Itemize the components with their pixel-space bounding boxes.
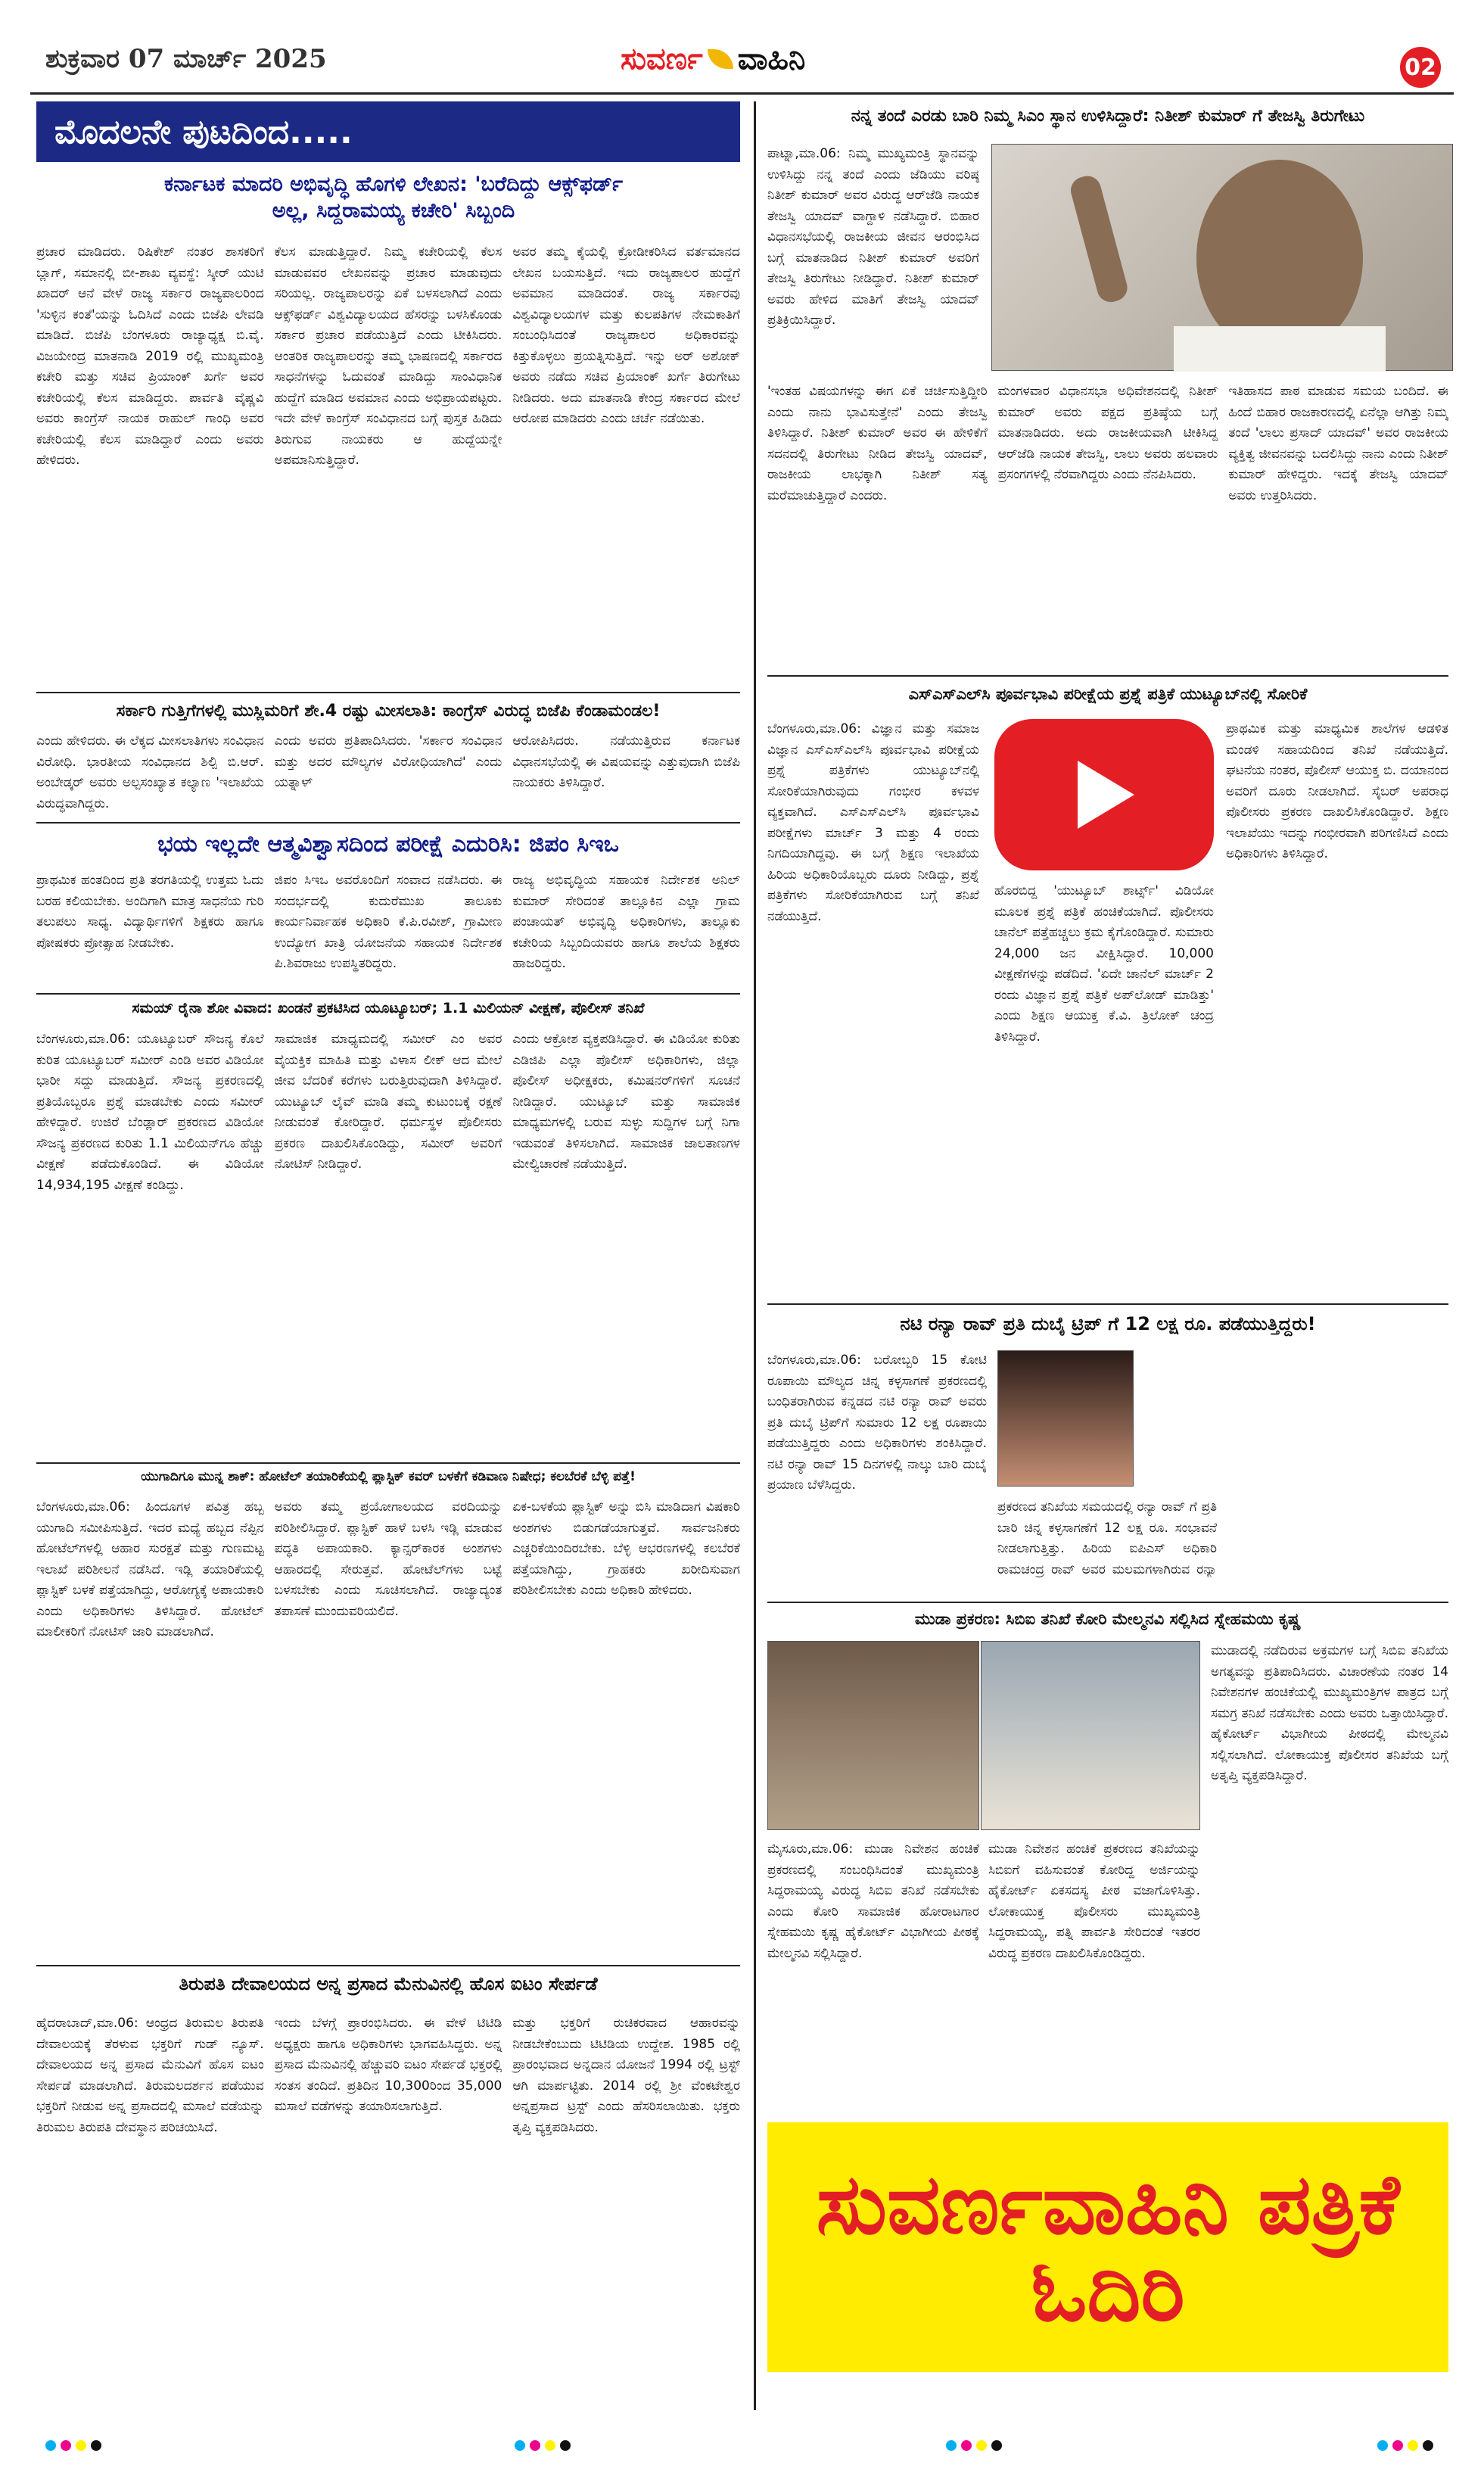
person-photo-icon	[992, 145, 1454, 372]
article-body	[988, 1839, 1200, 2097]
article-divider	[36, 822, 740, 823]
article-headline: ಕರ್ನಾಟಕ ಮಾದರಿ ಅಭಿವೃದ್ಧಿ ಹೊಗಳಿ ಲೇಖನ: 'ಬರೆದಿದ್ದು ಆಕ್ಸ್‌ಫರ್ಡ್ ಅಲ್ಲ, ಸಿದ್ದರಾಮಯ್ಯ ಕಚೇರಿ' ಸಿಬ್ಬಂದಿ	[163, 173, 624, 223]
section-banner: ಮೊದಲನೇ ಪುಟದಿಂದ.....	[36, 101, 740, 162]
article-body	[1226, 719, 1448, 1294]
youtube-logo-icon	[994, 719, 1214, 870]
article-column: ಬೆಂಗಳೂರು,ಮಾ.06: ವಿಜ್ಞಾನ ಮತ್ತು ಸಮಾಜ ವಿಜ್ಞಾನ ಎಸ್ಎಸ್ಎಲ್‌ಸಿ ಪೂರ್ವಭಾವಿ ಪರೀಕ್ಷೆಯ ಪ್ರಶ್ನೆ ಪತ್ರಿಕೆಗಳು ಯುಟ್ಯೂಬ್‌ನಲ್ಲಿ ಸೋರಿಕೆಯಾಗಿರುವುದು ಗಂಭೀರ ಕಳವಳ ವ್ಯಕ್ತವಾಗಿದೆ. ಎಸ್ಎಸ್ಎಲ್‌ಸಿ ಪೂರ್ವಭಾವಿ ಪರೀಕ್ಷೆಗಳು ಮಾರ್ಚ್ 3 ಮತ್ತು 4 ರಂದು ನಿಗದಿಯಾಗಿದ್ದವು. ಈ ಬಗ್ಗೆ ಶಿಕ್ಷಣ ಇಲಾಖೆಯ ಹಿರಿಯ ಅಧಿಕಾರಿಯೊಬ್ಬರು ದೂರು ನೀಡಿದ್ದು, ಪ್ರಶ್ನೆ ಪತ್ರಿಕೆಗಳು ಸೋರಿಕೆಯಾಗಿರುವ ಬಗ್ಗೆ ತನಿಖೆ ನಡೆಯುತ್ತಿದೆ.	[767, 721, 979, 924]
article-column: ಆರೋಪಿಸಿದರು. ನಡೆಯುತ್ತಿರುವ ಕರ್ನಾಟಕ ವಿಧಾನಸಭೆಯಲ್ಲಿ ಈ ವಿಷಯವನ್ನು ಎತ್ತುವುದಾಗಿ ಬಿಜೆಪಿ ನಾಯಕರು ತಿಳಿಸಿದ್ದಾರೆ.	[512, 733, 740, 791]
article-column: ಬೆಂಗಳೂರು,ಮಾ.06: ಬರೋಬ್ಬರಿ 15 ಕೋಟಿ ರೂಪಾಯಿ ಮೌಲ್ಯದ ಚಿನ್ನ ಕಳ್ಳಸಾಗಣೆ ಪ್ರಕರಣದಲ್ಲಿ ಬಂಧಿತರಾಗಿರುವ ಕನ್ನಡದ ನಟಿ ರನ್ಯಾ ರಾವ್ ಅವರು ಪ್ರತಿ ದುಬೈ ಟ್ರಿಪ್‌ಗೆ ಸುಮಾರು 12 ಲಕ್ಷ ರೂಪಾಯಿ ಪಡೆಯುತ್ತಿದ್ದರು ಎಂದು ಅಧಿಕಾರಿಗಳು ಶಂಕಿಸಿದ್ದಾರೆ. ನಟಿ ರನ್ಯಾ ರಾವ್ 15 ದಿನಗಳಲ್ಲಿ ನಾಲ್ಕು ಬಾರಿ ದುಬೈ ಪ್ರಯಾಣ ಬೆಳೆಸಿದ್ದರು.	[767, 1353, 987, 1493]
article-divider	[36, 1462, 740, 1464]
advertisement: ಸುವರ್ಣವಾಹಿನಿ ಪತ್ರಿಕೆ ಓದಿರಿ	[767, 2122, 1448, 2372]
article-column: ರಾಜ್ಯ ಅಭಿವೃದ್ಧಿಯ ಸಹಾಯಕ ನಿರ್ದೇಶಕ ಅನಿಲ್ ಕುಮಾರ್ ಸೇರಿದಂತೆ ತಾಲ್ಲೂಕಿನ ಎಲ್ಲಾ ಗ್ರಾಮ ಪಂಚಾಯತ್ ಅಭಿವೃದ್ಧಿ ಅಧಿಕಾರಿಗಳು, ತಾಲ್ಲೂಕು ಕಚೇರಿಯ ಸಿಬ್ಬಂದಿಯವರು ಹಾಗೂ ಶಾಲೆಯ ಶಿಕ್ಷಕರು ಹಾಜರಿದ್ದರು.	[512, 873, 740, 972]
article-column: ಪ್ರಾಥಮಿಕ ಮತ್ತು ಮಾಧ್ಯಮಿಕ ಶಾಲೆಗಳ ಆಡಳಿತ ಮಂಡಳಿ ಸಹಾಯದಿಂದ ತನಿಖೆ ನಡೆಯುತ್ತಿದೆ. ಘಟನೆಯ ನಂತರ, ಪೊಲೀಸ್ ಆಯುಕ್ತ ಬಿ. ದಯಾನಂದ ಅವರಿಗೆ ದೂರು ನೀಡಲಾಗಿದೆ. ಸೈಬರ್ ಅಪರಾಧ ಪೊಲೀಸರು ಪ್ರಕರಣ ದಾಖಲಿಸಿಕೊಂಡಿದ್ದಾರೆ. ಶಿಕ್ಷಣ ಇಲಾಖೆಯು ಇದನ್ನು ಗಂಭೀರವಾಗಿ ಪರಿಗಣಿಸಿದೆ ಎಂದು ಅಧಿಕಾರಿಗಳು ತಿಳಿಸಿದ್ದಾರೆ.	[1226, 721, 1448, 862]
article-headline: ಎಸ್ಎಸ್ಎಲ್‌ಸಿ ಪೂರ್ವಭಾವಿ ಪರೀಕ್ಷೆಯ ಪ್ರಶ್ನೆ ಪತ್ರಿಕೆ ಯುಟ್ಯೂಬ್‌ನಲ್ಲಿ ಸೋರಿಕೆ	[908, 685, 1308, 703]
article-column: ಜಿಪಂ ಸಿಇಒ ಅವರೊಂದಿಗೆ ಸಂವಾದ ನಡೆಸಿದರು. ಈ ಸಂದರ್ಭದಲ್ಲಿ ಕುದುರೆಮುಖ ತಾಲೂಕು ಕಾರ್ಯನಿರ್ವಾಹಕ ಅಧಿಕಾರಿ ಕೆ.ಪಿ.ರವೀಶ್, ಗ್ರಾಮೀಣ ಉದ್ಯೋಗ ಖಾತ್ರಿ ಯೋಜನೆಯ ಸಹಾಯಕ ನಿರ್ದೇಶಕ ಪಿ.ಶಿವರಾಜು ಉಪಸ್ಥಿತರಿದ್ದರು.	[274, 873, 502, 972]
issue-date: ಶುಕ್ರವಾರ 07 ಮಾರ್ಚ್ 2025	[45, 44, 327, 74]
article-column: ಎಂದು ಆಕ್ರೋಶ ವ್ಯಕ್ತಪಡಿಸಿದ್ದಾರೆ. ಈ ವಿಡಿಯೋ ಕುರಿತು ಎಡಿಜಿಪಿ ಎಲ್ಲಾ ಪೊಲೀಸ್ ಅಧಿಕಾರಿಗಳು, ಜಿಲ್ಲಾ ಪೊಲೀಸ್ ಅಧೀಕ್ಷಕರು, ಕಮಿಷನರ್‌ಗಳಿಗೆ ಸೂಚನೆ ನೀಡಿದ್ದಾರೆ. ಯುಟ್ಯೂಬ್ ಮತ್ತು ಸಾಮಾಜಿಕ ಮಾಧ್ಯಮಗಳಲ್ಲಿ ಬರುವ ಸುಳ್ಳು ಸುದ್ದಿಗಳ ಬಗ್ಗೆ ನಿಗಾ ಇಡುವಂತೆ ತಿಳಿಸಲಾಗಿದೆ. ಸಾಮಾಜಿಕ ಜಾಲತಾಣಗಳ ಮೇಲ್ವಿಚಾರಣೆ ನಡೆಯುತ್ತಿದೆ.	[512, 1032, 740, 1172]
article-column: ಪಾಟ್ನಾ,ಮಾ.06: ನಿಮ್ಮ ಮುಖ್ಯಮಂತ್ರಿ ಸ್ಥಾನವನ್ನು ಉಳಿಸಿದ್ದು ನನ್ನ ತಂದೆ ಎಂದು ಜೆಡಿಯು ವರಿಷ್ಠ ನಿತೀಶ್ ಕುಮಾರ್ ಅವರ ವಿರುದ್ಧ ಆರ್‌ಜೆಡಿ ನಾಯಕ ತೇಜಸ್ವಿ ಯಾದವ್ ವಾಗ್ದಾಳಿ ನಡೆಸಿದ್ದಾರೆ. ಬಿಹಾರ ವಿಧಾನಸಭೆಯಲ್ಲಿ ರಾಜಕೀಯ ಜೀವನ ಆರಂಭಿಸಿದ ಬಗ್ಗೆ ಮಾತನಾಡಿದ ನಿತೀಶ್ ಕುಮಾರ್ ಅವರಿಗೆ ತೇಜಸ್ವಿ ತಿರುಗೇಟು ನೀಡಿದ್ದಾರೆ. ನಿತೀಶ್ ಕುಮಾರ್ ಅವರು ಹೇಳಿದ ಮಾತಿಗೆ ತೇಜಸ್ವಿ ಯಾದವ್ ಪ್ರತಿಕ್ರಿಯಿಸಿದ್ದಾರೆ.	[767, 146, 979, 328]
nitish-kumar-photo	[991, 144, 1453, 371]
article-divider	[767, 675, 1448, 677]
article-body	[36, 731, 740, 816]
article-column: ಹೊರಬಿದ್ದ 'ಯುಟ್ಯೂಬ್ ಶಾರ್ಟ್ಸ್' ವಿಡಿಯೋ ಮೂಲಕ ಪ್ರಶ್ನೆ ಪತ್ರಿಕೆ ಹಂಚಿಕೆಯಾಗಿದೆ. ಪೊಲೀಸರು ಚಾನೆಲ್ ಪತ್ತೆಹಚ್ಚಲು ಕ್ರಮ ಕೈಗೊಂಡಿದ್ದಾರೆ. ಸುಮಾರು 24,000 ಜನ ವೀಕ್ಷಿಸಿದ್ದಾರೆ. 10,000 ವೀಕ್ಷಣೆಗಳನ್ನು ಪಡೆದಿದೆ. 'ಏದೇ ಚಾನೆಲ್ ಮಾರ್ಚ್ 2 ರಂದು ವಿಜ್ಞಾನ ಪ್ರಶ್ನೆ ಪತ್ರಿಕೆ ಅಪ್‌ಲೋಡ್ ಮಾಡಿತ್ತು' ಎಂದು ಶಿಕ್ಷಣ ಆಯುಕ್ತ ಕೆ.ವಿ. ತ್ರಿಲೋಕ್ ಚಂದ್ರ ತಿಳಿಸಿದ್ದಾರೆ.	[994, 883, 1214, 1045]
article-body	[767, 144, 979, 371]
article-body	[36, 870, 740, 990]
article-divider	[36, 1965, 740, 1966]
article-body	[767, 719, 979, 1294]
article-body	[767, 1839, 979, 2097]
article-body	[997, 1497, 1217, 1577]
article-column: ಇತಿಹಾಸದ ಪಾಠ ಮಾಡುವ ಸಮಯ ಬಂದಿದೆ. ಈ ಹಿಂದೆ ಬಿಹಾರ ರಾಜಕಾರಣದಲ್ಲಿ ಏನೆಲ್ಲಾ ಆಗಿತ್ತು ನಿಮ್ಮ ತಂದೆ 'ಲಾಲು ಪ್ರಸಾದ್ ಯಾದವ್' ಅವರ ರಾಜಕೀಯ ವ್ಯಕ್ತಿತ್ವ ಜೀವನವನ್ನು ಬದಲಿಸಿದ್ದು ನಾನು ಎಂದು ನಿತೀಶ್ ಕುಮಾರ್ ಹೇಳಿದ್ದರು. ಇದಕ್ಕೆ ತೇಜಸ್ವಿ ಯಾದವ್ ಅವರು ಉತ್ತರಿಸಿದರು.	[1228, 384, 1448, 503]
article-column: ಎಂದು ಅವರು ಪ್ರತಿಪಾದಿಸಿದರು. 'ಸರ್ಕಾರ ಸಂವಿಧಾನ ಮತ್ತು ಅದರ ಮೌಲ್ಯಗಳ ವಿರೋಧಿಯಾಗಿದೆ' ಎಂದು ಯತ್ನಾಳ್	[274, 733, 502, 791]
masthead-right: ವಾಹಿನಿ	[737, 41, 806, 76]
header-rule	[30, 92, 1454, 95]
article-column: ಮಂಗಳವಾರ ವಿಧಾನಸಭಾ ಅಧಿವೇಶನದಲ್ಲಿ ನಿತೀಶ್ ಕುಮಾರ್ ಅವರು ಪಕ್ಷದ ಪ್ರತಿಷ್ಠೆಯ ಬಗ್ಗೆ ಮಾತನಾಡಿದರು. ಅದು ರಾಜಕೀಯವಾಗಿ ಟೀಕಿಸಿದ್ದ ಆರ್‌ಜೆಡಿ ನಾಯಕ ತೇಜಸ್ವಿ, ಲಾಲು ಅವರು ಹಲವಾರು ಪ್ರಸಂಗಗಳಲ್ಲಿ ನೆರವಾಗಿದ್ದರು ಎಂದು ನೆನಪಿಸಿದರು.	[997, 384, 1218, 483]
article-body	[36, 1029, 740, 1453]
article-divider	[36, 692, 740, 693]
registration-marks-center-right	[946, 2440, 1002, 2451]
article-headline: ಮುಡಾ ಪ್ರಕರಣ: ಸಿಬಿಐ ತನಿಖೆ ಕೋರಿ ಮೇಲ್ಮನವಿ ಸಲ್ಲಿಸಿದ ಸ್ನೇಹಮಯಿ ಕೃಷ್ಣ	[914, 1610, 1302, 1628]
article-column: ಬೆಂಗಳೂರು,ಮಾ.06: ಹಿಂದೂಗಳ ಪವಿತ್ರ ಹಬ್ಬ ಯುಗಾದಿ ಸಮೀಪಿಸುತ್ತಿದೆ. ಇದರ ಮಧ್ಯೆ ಹಬ್ಬದ ನೆಪ್ಪಿನ ಹೋಟೆಲ್‌ಗಳಲ್ಲಿ ಆಹಾರ ಸುರಕ್ಷತೆ ಮತ್ತು ಗುಣಮಟ್ಟ ಇಲಾಖೆ ಪರಿಶೀಲನೆ ನಡೆಸಿದೆ. ಇಡ್ಲಿ ತಯಾರಿಕೆಯಲ್ಲಿ ಪ್ಲಾಸ್ಟಿಕ್ ಬಳಕೆ ಪತ್ತೆಯಾಗಿದ್ದು, ಆರೋಗ್ಯಕ್ಕೆ ಅಪಾಯಕಾರಿ ಎಂದು ಅಧಿಕಾರಿಗಳು ತಿಳಿಸಿದ್ದಾರೆ. ಹೋಟೆಲ್ ಮಾಲೀಕರಿಗೆ ನೋಟಿಸ್ ಜಾರಿ ಮಾಡಲಾಗಿದೆ.	[36, 1499, 264, 1640]
masthead	[621, 41, 805, 76]
snehamayi-krishna-photo	[767, 1641, 979, 1830]
article-headline: ನಟಿ ರನ್ಯಾ ರಾವ್ ಪ್ರತಿ ದುಬೈ ಟ್ರಿಪ್ ಗೆ 12 ಲಕ್ಷ ರೂ. ಪಡೆಯುತ್ತಿದ್ದರು!	[900, 1313, 1316, 1334]
article-body	[36, 2013, 740, 2407]
article-headline: ಸರ್ಕಾರಿ ಗುತ್ತಿಗೆಗಳಲ್ಲಿ ಮುಸ್ಲಿಮರಿಗೆ ಶೇ.4 ರಷ್ಟು ಮೀಸಲಾತಿ: ಕಾಂಗ್ರೆಸ್ ವಿರುದ್ಧ ಬಿಜೆಪಿ ಕೆಂಡಾಮಂಡಲ!	[116, 702, 661, 721]
masthead-feather-icon	[708, 49, 733, 69]
article-column: ಕೆಲಸ ಮಾಡುತ್ತಿದ್ದಾರೆ. ನಿಮ್ಮ ಕಚೇರಿಯಲ್ಲಿ ಕೆಲಸ ಮಾಡುವವರ ಲೇಖನವನ್ನು ಪ್ರಚಾರ ಮಾಡುವುದು ಸರಿಯಲ್ಲ. ರಾಜ್ಯಪಾಲರನ್ನು ಏಕೆ ಬಳಸಲಾಗಿದೆ ಎಂದು ಆಕ್ಸ್‌ಫರ್ಡ್ ವಿಶ್ವವಿದ್ಯಾಲಯದ ಹೆಸರನ್ನು ಬಳಸಿಕೊಂಡು ಸರ್ಕಾರ ಪ್ರಚಾರ ಪಡೆಯುತ್ತಿದೆ ಎಂದು ಟೀಕಿಸಿದರು. ಆಂತರಿಕ ರಾಜ್ಯಪಾಲರನ್ನು ತಮ್ಮ ಭಾಷಣದಲ್ಲಿ ಸರ್ಕಾರದ ಸಾಧನೆಗಳನ್ನು ಓದುವಂತೆ ಮಾಡಿದ್ದು ಸಾಂವಿಧಾನಿಕ ಹುದ್ದೆಗೆ ಮಾಡಿದ ಅವಮಾನ ಎಂದು ಅಭಿಪ್ರಾಯಪಟ್ಟರು. ಇದೇ ವೇಳೆ ಕಾಂಗ್ರೆಸ್ ಸಂವಿಧಾನದ ಬಗ್ಗೆ ಪುಸ್ತಕ ಹಿಡಿದು ತಿರುಗುವ ನಾಯಕರು ಆ ಹುದ್ದೆಯನ್ನೇ ಅಪಮಾನಿಸುತ್ತಿದ್ದಾರೆ.	[274, 244, 502, 469]
article-column: ಅವರು ತಮ್ಮ ಪ್ರಯೋಗಾಲಯದ ವರದಿಯನ್ನು ಪರಿಶೀಲಿಸಿದ್ದಾರೆ. ಪ್ಲಾಸ್ಟಿಕ್ ಹಾಳೆ ಬಳಸಿ ಇಡ್ಲಿ ಮಾಡುವ ಪದ್ಧತಿ ಅಪಾಯಕಾರಿ. ಕ್ಯಾನ್ಸರ್‌ಕಾರಕ ಅಂಶಗಳು ಆಹಾರದಲ್ಲಿ ಸೇರುತ್ತವೆ. ಹೋಟೆಲ್‌ಗಳು ಬಟ್ಟೆ ಬಳಸಬೇಕು ಎಂದು ಸೂಚಿಸಲಾಗಿದೆ. ರಾಜ್ಯಾದ್ಯಂತ ತಪಾಸಣೆ ಮುಂದುವರಿಯಲಿದೆ.	[274, 1499, 502, 1619]
article-column: ಪ್ರಕರಣದ ತನಿಖೆಯ ಸಮಯದಲ್ಲಿ ರನ್ಯಾ ರಾವ್ ಗೆ ಪ್ರತಿ ಬಾರಿ ಚಿನ್ನ ಕಳ್ಳಸಾಗಣೆಗೆ 12 ಲಕ್ಷ ರೂ. ಸಂಭಾವನೆ ನೀಡಲಾಗುತ್ತಿತ್ತು. ಹಿರಿಯ ಐಪಿಎಸ್ ಅಧಿಕಾರಿ ರಾಮಚಂದ್ರ ರಾವ್ ಅವರ ಮಲಮಗಳಾಗಿರುವ ರನ್ಯಾ	[997, 1499, 1217, 1577]
article-column: ಏಕ-ಬಳಕೆಯ ಪ್ಲಾಸ್ಟಿಕ್ ಅನ್ನು ಬಿಸಿ ಮಾಡಿದಾಗ ವಿಷಕಾರಿ ಅಂಶಗಳು ಬಿಡುಗಡೆಯಾಗುತ್ತವೆ. ಸಾರ್ವಜನಿಕರು ಎಚ್ಚರಿಕೆಯಿಂದಿರಬೇಕು. ಬೆಳ್ಳಿ ಆಭರಣಗಳಲ್ಲಿ ಕಲಬೆರಕೆ ಪತ್ತೆಯಾಗಿದ್ದು, ಗ್ರಾಹಕರು ಖರೀದಿಸುವಾಗ ಪರಿಶೀಲಿಸಬೇಕು ಎಂದು ಅಧಿಕಾರಿ ಹೇಳಿದರು.	[512, 1499, 740, 1599]
article-column: ಮತ್ತು ಭಕ್ತರಿಗೆ ರುಚಿಕರವಾದ ಆಹಾರವನ್ನು ನೀಡಬೇಕೆಂಬುದು ಟಿಟಿಡಿಯ ಉದ್ದೇಶ. 1985 ರಲ್ಲಿ ಪ್ರಾರಂಭವಾದ ಅನ್ನದಾನ ಯೋಜನೆ 1994 ರಲ್ಲಿ ಟ್ರಸ್ಟ್ ಆಗಿ ಮಾರ್ಪಟ್ಟಿತು. 2014 ರಲ್ಲಿ ಶ್ರೀ ವೆಂಕಟೇಶ್ವರ ಅನ್ನಪ್ರಸಾದ ಟ್ರಸ್ಟ್ ಎಂದು ಹೆಸರಿಸಲಾಯಿತು. ಭಕ್ತರು ತೃಪ್ತಿ ವ್ಯಕ್ತಪಡಿಸಿದರು.	[512, 2016, 740, 2135]
article-column: ಮುಡಾ ನಿವೇಶನ ಹಂಚಿಕೆ ಪ್ರಕರಣದ ತನಿಖೆಯನ್ನು ಸಿಬಿಐಗೆ ವಹಿಸುವಂತೆ ಕೋರಿದ್ದ ಅರ್ಜಿಯನ್ನು ಹೈಕೋರ್ಟ್ ಏಕಸದಸ್ಯ ಪೀಠ ವಜಾಗೊಳಿಸಿತ್ತು. ಲೋಕಾಯುಕ್ತ ಪೊಲೀಸರು ಮುಖ್ಯಮಂತ್ರಿ ಸಿದ್ದರಾಮಯ್ಯ, ಪತ್ನಿ ಪಾರ್ವತಿ ಸೇರಿದಂತೆ ಇತರರ ವಿರುದ್ಧ ಪ್ರಕರಣ ದಾಖಲಿಸಿಕೊಂಡಿದ್ದರು.	[988, 1842, 1200, 1961]
article-column: ಸಾಮಾಜಿಕ ಮಾಧ್ಯಮದಲ್ಲಿ ಸಮೀರ್ ಎಂ ಅವರ ವೈಯಕ್ತಿಕ ಮಾಹಿತಿ ಮತ್ತು ವಿಳಾಸ ಲೀಕ್ ಆದ ಮೇಲೆ ಜೀವ ಬೆದರಿಕೆ ಕರೆಗಳು ಬರುತ್ತಿರುವುದಾಗಿ ತಿಳಿಸಿದ್ದಾರೆ. ಯುಟ್ಯೂಬ್ ಲೈವ್ ಮಾಡಿ ತಮ್ಮ ಕುಟುಂಬಕ್ಕೆ ರಕ್ಷಣೆ ನೀಡುವಂತೆ ಕೋರಿದ್ದಾರೆ. ಧರ್ಮಸ್ಥಳ ಪೊಲೀಸರು ಪ್ರಕರಣ ದಾಖಲಿಸಿಕೊಂಡಿದ್ದು, ಸಮೀರ್ ಅವರಿಗೆ ನೋಟಿಸ್ ನೀಡಿದ್ದಾರೆ.	[274, 1032, 502, 1172]
article-headline: ನನ್ನ ತಂದೆ ಎರಡು ಬಾರಿ ನಿಮ್ಮ ಸಿಎಂ ಸ್ಥಾನ ಉಳಿಸಿದ್ದಾರೆ: ನಿತೀಶ್ ಕುಮಾರ್ ಗೆ ತೇಜಸ್ವಿ ತಿರುಗೇಟು	[851, 107, 1365, 126]
article-divider	[767, 1303, 1448, 1305]
article-headline: ಭಯ ಇಲ್ಲದೇ ಆತ್ಮವಿಶ್ವಾಸದಿಂದ ಪರೀಕ್ಷೆ ಎದುರಿಸಿ: ಜಿಪಂ ಸಿಇಒ	[157, 831, 619, 858]
article-headline: ತಿರುಪತಿ ದೇವಾಲಯದ ಅನ್ನ ಪ್ರಸಾದ ಮೆನುವಿನಲ್ಲಿ ಹೊಸ ಐಟಂ ಸೇರ್ಪಡೆ	[179, 1973, 598, 1994]
article-body	[1211, 1641, 1448, 2103]
registration-marks-left	[45, 2440, 101, 2451]
article-column: ಎಂದು ಹೇಳಿದರು. ಈ ಲೆಕ್ಕದ ಮೀಸಲಾತಿಗಳು ಸಂವಿಧಾನ ವಿರೋಧಿ. ಭಾರತೀಯ ಸಂವಿಧಾನದ ಶಿಲ್ಪಿ ಬಿ.ಆರ್. ಅಂಬೇಡ್ಕರ್ ಅವರು ಅಲ್ಪಸಂಖ್ಯಾತ ಕಲ್ಯಾಣ 'ಇಲಾಖೆಯ ವಿರುದ್ಧವಾಗಿದ್ದರು.	[36, 733, 264, 811]
article-headline: ಸಮಯ್ ರೈನಾ ಶೋ ವಿವಾದ: ಖಂಡನೆ ಪ್ರಕಟಿಸಿದ ಯೂಟ್ಯೂಬರ್; 1.1 ಮಿಲಿಯನ್ ವೀಕ್ಷಣೆ, ಪೊಲೀಸ್ ತನಿಖೆ	[132, 1000, 645, 1017]
ranya-rao-photo	[997, 1350, 1134, 1487]
article-column: ಮುಡಾದಲ್ಲಿ ನಡೆದಿರುವ ಅಕ್ರಮಗಳ ಬಗ್ಗೆ ಸಿಬಿಐ ತನಿಖೆಯ ಅಗತ್ಯವನ್ನು ಪ್ರತಿಪಾದಿಸಿದರು. ವಿಚಾರಣೆಯ ನಂತರ 14 ನಿವೇಶನಗಳ ಹಂಚಿಕೆಯಲ್ಲಿ ಮುಖ್ಯಮಂತ್ರಿಗಳ ಪಾತ್ರದ ಬಗ್ಗೆ ಸಮಗ್ರ ತನಿಖೆ ನಡೆಸಬೇಕು ಎಂದು ಅವರು ಒತ್ತಾಯಿಸಿದ್ದಾರೆ. ಹೈಕೋರ್ಟ್ ವಿಭಾಗೀಯ ಪೀಠದಲ್ಲಿ ಮೇಲ್ಮನವಿ ಸಲ್ಲಿಸಲಾಗಿದೆ. ಲೋಕಾಯುಕ್ತ ಪೊಲೀಸರ ತನಿಖೆಯ ಬಗ್ಗೆ ಅತೃಪ್ತಿ ವ್ಯಕ್ತಪಡಿಸಿದ್ದಾರೆ.	[1211, 1643, 1448, 1784]
article-column: 'ಇಂತಹ ವಿಷಯಗಳನ್ನು ಈಗ ಏಕೆ ಚರ್ಚಿಸುತ್ತಿದ್ದೀರಿ ಎಂದು ನಾನು ಭಾವಿಸುತ್ತೇನೆ' ಎಂದು ತೇಜಸ್ವಿ ತಿಳಿಸಿದ್ದಾರೆ. ನಿತೀಶ್ ಕುಮಾರ್ ಅವರ ಈ ಹೇಳಿಕೆಗೆ ಸದನದಲ್ಲಿ ತಿರುಗೇಟು ನೀಡಿದ ತೇಜಸ್ವಿ ಯಾದವ್, ರಾಜಕೀಯ ಲಾಭಕ್ಕಾಗಿ ನಿತೀಶ್ ಸತ್ಯ ಮರೆಮಾಚುತ್ತಿದ್ದಾರೆ ಎಂದರು.	[767, 384, 988, 503]
siddaramaiah-photo	[981, 1641, 1200, 1830]
column-divider	[754, 101, 756, 2410]
article-body	[767, 381, 1448, 533]
article-column: ಪ್ರಾಥಮಿಕ ಹಂತದಿಂದ ಪ್ರತಿ ತರಗತಿಯಲ್ಲಿ ಉತ್ತಮ ಓದು ಬರಹ ಕಲಿಯಬೇಕು. ಅಂದಿಗಾಗಿ ಮಾತ್ರ ಸಾಧನೆಯ ಗುರಿ ತಲುಪಲು ಸಾಧ್ಯ. ವಿದ್ಯಾರ್ಥಿಗಳಿಗೆ ಶಿಕ್ಷಕರು ಹಾಗೂ ಪೋಷಕರು ಪ್ರೋತ್ಸಾಹ ನೀಡಬೇಕು.	[36, 873, 264, 951]
page-number: 02	[1400, 47, 1441, 88]
article-body	[767, 1350, 987, 1577]
article-column: ಹೈದರಾಬಾದ್,ಮಾ.06: ಆಂಧ್ರದ ತಿರುಮಲ ತಿರುಪತಿ ದೇವಾಲಯಕ್ಕೆ ತೆರಳುವ ಭಕ್ತರಿಗೆ ಗುಡ್ ನ್ಯೂಸ್. ದೇವಾಲಯದ ಅನ್ನ ಪ್ರಸಾದ ಮೆನುವಿಗೆ ಹೊಸ ಐಟಂ ಸೇರ್ಪಡೆ ಮಾಡಲಾಗಿದೆ. ತಿರುಮಲದರ್ಶನ ಪಡೆಯುವ ಭಕ್ತರಿಗೆ ನೀಡುವ ಅನ್ನ ಪ್ರಸಾದದಲ್ಲಿ ಮಸಾಲೆ ವಡೆಯನ್ನು ತಿರುಮಲ ತಿರುಪತಿ ದೇವಸ್ಥಾನ ಪರಿಚಯಿಸಿದೆ.	[36, 2016, 264, 2135]
masthead-left: ಸುವರ್ಣ	[621, 41, 703, 76]
registration-marks-center-left	[515, 2440, 571, 2451]
article-body	[36, 242, 740, 681]
article-body	[994, 881, 1214, 1294]
article-column: ಮೈಸೂರು,ಮಾ.06: ಮುಡಾ ನಿವೇಶನ ಹಂಚಿಕೆ ಪ್ರಕರಣದಲ್ಲಿ ಸಂಬಂಧಿಸಿದಂತೆ ಮುಖ್ಯಮಂತ್ರಿ ಸಿದ್ದರಾಮಯ್ಯ ವಿರುದ್ಧ ಸಿಬಿಐ ತನಿಖೆ ನಡೆಸಬೇಕು ಎಂದು ಕೋರಿ ಸಾಮಾಜಿಕ ಹೋರಾಟಗಾರ ಸ್ನೇಹಮಯಿ ಕೃಷ್ಣ ಹೈಕೋರ್ಟ್ ವಿಭಾಗೀಯ ಪೀಠಕ್ಕೆ ಮೇಲ್ಮನವಿ ಸಲ್ಲಿಸಿದ್ದಾರೆ.	[767, 1842, 979, 1961]
registration-marks-right	[1377, 2440, 1433, 2451]
article-column: ಅವರ ತಮ್ಮ ಕೈಯಲ್ಲಿ ಕ್ರೋಡೀಕರಿಸಿದ ವರ್ತಮಾನದ ಲೇಖನ ಬಯಸುತ್ತಿದೆ. ಇದು ರಾಜ್ಯಪಾಲರ ಹುದ್ದೆಗೆ ಅವಮಾನ ಮಾಡಿದಂತೆ. ರಾಜ್ಯ ಸರ್ಕಾರವು ವಿಶ್ವವಿದ್ಯಾಲಯಗಳ ಮತ್ತು ಕುಲಪತಿಗಳ ನೇಮಕಾತಿಗೆ ಸಂಬಂಧಿಸಿದಂತೆ ರಾಜ್ಯಪಾಲರ ಅಧಿಕಾರವನ್ನು ಕಿತ್ತುಕೊಳ್ಳಲು ಪ್ರಯತ್ನಿಸುತ್ತಿದೆ. ಇನ್ನು ಅರ್ ಅಶೋಕ್ ಅವರು ನಡೆದು ಸಚಿವ ಪ್ರಿಯಾಂಕ್ ಖರ್ಗೆ ತಿರುಗೇಟು ನೀಡಿದರು. ಅದು ಮಾತನಾಡಿ ಕೇಂದ್ರ ಸರ್ಕಾರದ ಮೇಲೆ ಆರೋಪ ಮಾಡಿದರು ಎಂದು ಚರ್ಚೆ ನಡೆಯಿತು.	[512, 244, 740, 427]
article-divider	[767, 1602, 1448, 1603]
article-divider	[36, 993, 740, 995]
article-body	[36, 1497, 740, 1959]
article-column: ಬೆಂಗಳೂರು,ಮಾ.06: ಯೂಟ್ಯೂಬರ್ ಸೌಜನ್ಯ ಕೊಲೆ ಕುರಿತ ಯೂಟ್ಯೂಬರ್ ಸಮೀರ್ ಎಂಡಿ ಅವರ ವಿಡಿಯೋ ಭಾರೀ ಸದ್ದು ಮಾಡುತ್ತಿದೆ. ಸೌಜನ್ಯ ಪ್ರಕರಣದಲ್ಲಿ ಪ್ರತಿಯೊಬ್ಬರೂ ಪ್ರಶ್ನೆ ಮಾಡಬೇಕು ಎಂದು ಸಮೀರ್ ಹೇಳಿದ್ದಾರೆ. ಉಜಿರೆ ಬೆಂಡ್ಲಾರ್ ಪ್ರಕರಣದ ವಿಡಿಯೋ ಸೌಜನ್ಯ ಪ್ರಕರಣದ ಕುರಿತು 1.1 ಮಿಲಿಯನ್‌ಗೂ ಹೆಚ್ಚು ವೀಕ್ಷಣೆ ಪಡೆದುಕೊಂಡಿದೆ. ಈ ವಿಡಿಯೋ 14,934,195 ವೀಕ್ಷಣೆ ಕಂಡಿದ್ದು.	[36, 1032, 264, 1193]
article-column: ಪ್ರಚಾರ ಮಾಡಿದರು. ರಿಷಿಕೇಶ್ ನಂತರ ಶಾಸಕರಿಗೆ ಬ್ಲಾಗ್, ಸಮಾನಲ್ಲಿ ಬೀ-ಶಾಖ ವ್ಯವಸ್ಥೆ: ಸ್ಕೀರ್ ಯುಟಿ ಖಾದರ್ ಆನೆ ವೇಳೆ ರಾಜ್ಯ ಸರ್ಕಾರ ರಾಜ್ಯಪಾಲರಿಂದ 'ಸುಳ್ಳಿನ ಕಂತೆ'ಯನ್ನು ಓದಿಸಿದೆ ಎಂದು ಬಿಜೆಪಿ ಲೇವಡಿ ಮಾಡಿದೆ. ಬಿಜೆಪಿ ಬೆಂಗಳೂರು ರಾಜ್ಯಾಧ್ಯಕ್ಷ ಬಿ.ವೈ. ವಿಜಯೇಂದ್ರ ಮಾತನಾಡಿ 2019 ರಲ್ಲಿ ಮುಖ್ಯಮಂತ್ರಿ ಕಚೇರಿ ಮತ್ತು ಸಚಿವ ಪ್ರಿಯಾಂಕ್ ಖರ್ಗೆ ಅವರ ಕಚೇರಿಯಲ್ಲಿ ಕೆಲಸ ಮಾಡಿದ್ದರು. ಪಾರ್ವತಿ ವೈಷ್ಣವಿ ಅವರು ಕಾಂಗ್ರೆಸ್ ನಾಯಕ ರಾಹುಲ್ ಗಾಂಧಿ ಅವರ ಕಚೇರಿಯಲ್ಲಿ ಕೆಲಸ ಮಾಡಿದ್ದಾರೆ ಎಂದು ಅವರು ಹೇಳಿದರು.	[36, 244, 264, 469]
article-headline: ಯುಗಾದಿಗೂ ಮುನ್ನ ಶಾಕ್: ಹೋಟೆಲ್ ತಯಾರಿಕೆಯಲ್ಲಿ ಪ್ಲಾಸ್ಟಿಕ್ ಕವರ್ ಬಳಕೆಗೆ ಕಡಿವಾಣ ನಿಷೇಧ; ಕಲಬೆರಕೆ ಬೆಳ್ಳಿ ಪತ್ತೆ!	[141, 1469, 636, 1484]
article-column: ಇಂದು ಬೆಳಗ್ಗೆ ಪ್ರಾರಂಭಿಸಿದರು. ಈ ವೇಳೆ ಟಿಟಿಡಿ ಅಧ್ಯಕ್ಷರು ಹಾಗೂ ಅಧಿಕಾರಿಗಳು ಭಾಗವಹಿಸಿದ್ದರು. ಅನ್ನ ಪ್ರಸಾದ ಮೆನುವಿನಲ್ಲಿ ಹೆಚ್ಚುವರಿ ಐಟಂ ಸೇರ್ಪಡೆ ಭಕ್ತರಲ್ಲಿ ಸಂತಸ ತಂದಿದೆ. ಪ್ರತಿದಿನ 10,300ರಿಂದ 35,000 ಮಸಾಲೆ ವಡೆಗಳನ್ನು ತಯಾರಿಸಲಾಗುತ್ತಿದೆ.	[274, 2016, 502, 2115]
